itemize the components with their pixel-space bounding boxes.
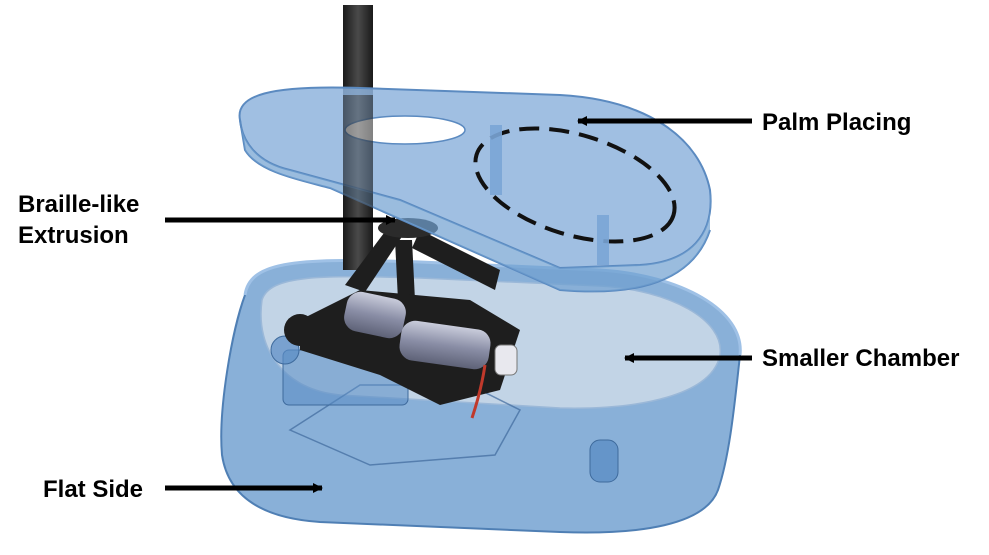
label-braille-line1: Braille-like	[18, 191, 140, 218]
support-rod-front	[343, 95, 373, 230]
mechanism-arm-center	[395, 240, 415, 300]
base-chamber	[221, 261, 740, 533]
label-flat-side: Flat Side	[43, 476, 144, 503]
label-braille-line2: Extrusion	[18, 222, 129, 249]
motor-cap	[495, 345, 517, 375]
label-braille-extrusion	[18, 189, 139, 251]
lid-pin-right	[597, 215, 609, 265]
lid-pin-left	[490, 125, 502, 195]
corner-post	[590, 440, 618, 482]
label-palm-placing: Palm Placing	[762, 109, 912, 136]
hub-left	[284, 314, 316, 346]
label-smaller-chamber: Smaller Chamber	[762, 345, 960, 372]
